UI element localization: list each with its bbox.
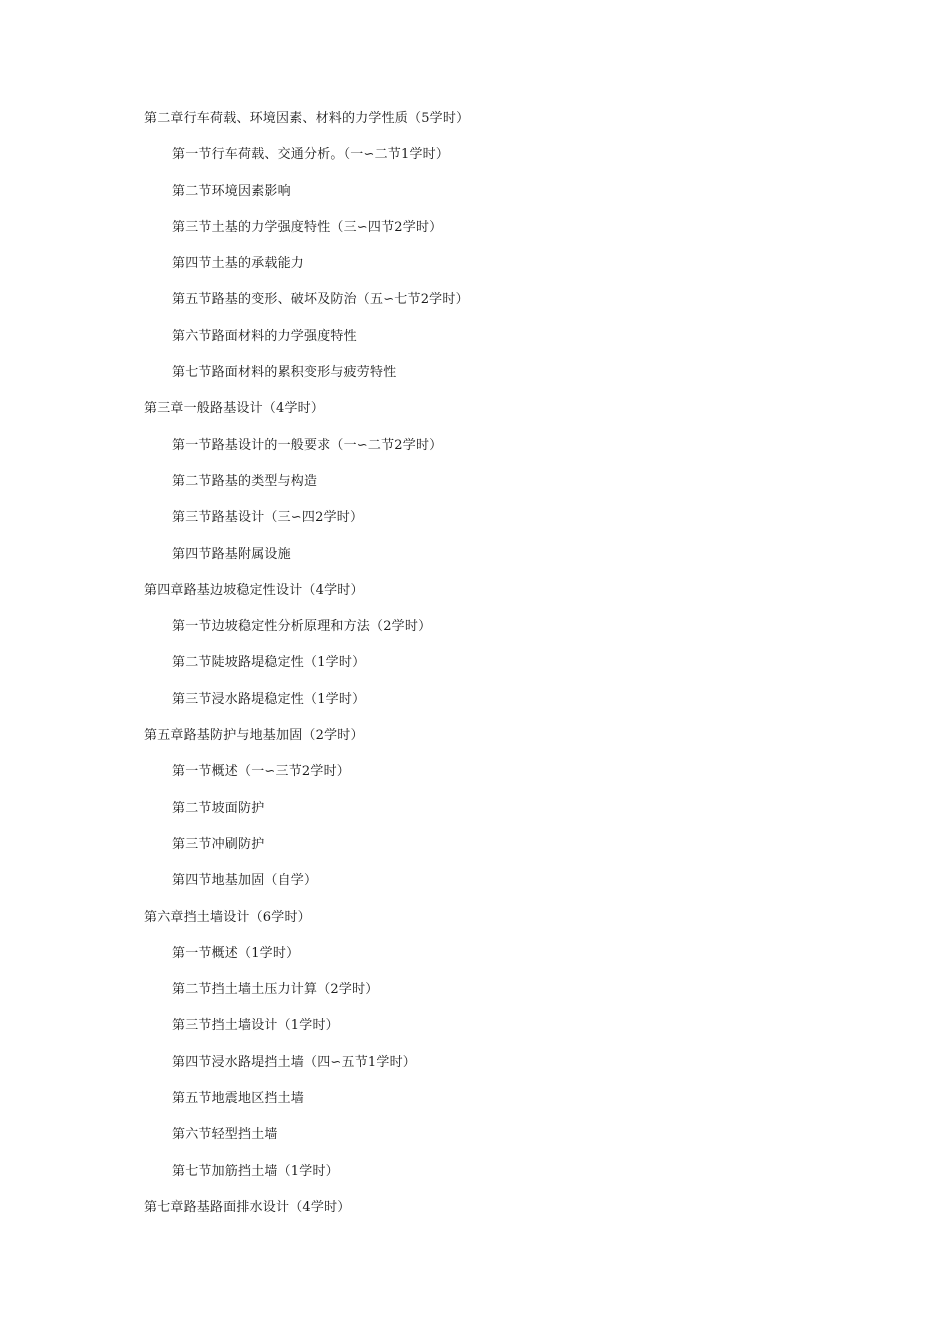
- section-item: 第三节土基的力学强度特性（三∽四节2学时）: [172, 219, 443, 235]
- section-item: 第五节地震地区挡土墙: [172, 1091, 305, 1107]
- section-item: 第三节挡土墙设计（1学时）: [172, 1018, 339, 1034]
- section-item: 第四节地基加固（自学）: [172, 873, 318, 889]
- section-item: 第一节边坡稳定性分析原理和方法（2学时）: [172, 619, 432, 635]
- chapter-heading: 第七章路基路面排水设计（4学时）: [144, 1199, 351, 1215]
- course-outline: [144, 108, 844, 1233]
- section-item: 第三节浸水路堤稳定性（1学时）: [172, 691, 366, 707]
- chapter-heading: 第三章一般路基设计（4学时）: [144, 401, 325, 417]
- section-item: 第二节陡坡路堤稳定性（1学时）: [172, 655, 366, 671]
- section-item: 第三节冲刷防护: [172, 836, 265, 852]
- section-item: 第四节浸水路堤挡土墙（四∽五节1学时）: [172, 1054, 416, 1070]
- section-item: 第二节环境因素影响: [172, 183, 291, 199]
- section-item: 第三节路基设计（三∽四2学时）: [172, 510, 364, 526]
- section-item: 第一节概述（1学时）: [172, 945, 300, 961]
- section-item: 第四节路基附属设施: [172, 546, 291, 562]
- section-item: 第二节路基的类型与构造: [172, 473, 318, 489]
- chapter-heading: 第四章路基边坡稳定性设计（4学时）: [144, 582, 364, 598]
- chapter-heading: 第六章挡土墙设计（6学时）: [144, 909, 311, 925]
- section-item: 第一节行车荷载、交通分析。（一∽二节1学时）: [172, 147, 450, 163]
- chapter-heading: 第五章路基防护与地基加固（2学时）: [144, 728, 364, 744]
- section-item: 第七节路面材料的累积变形与疲劳特性: [172, 365, 397, 381]
- section-item: 第二节挡土墙土压力计算（2学时）: [172, 982, 379, 998]
- section-item: 第六节轻型挡土墙: [172, 1127, 278, 1143]
- section-item: 第六节路面材料的力学强度特性: [172, 328, 357, 344]
- section-item: 第五节路基的变形、破坏及防治（五∽七节2学时）: [172, 292, 469, 308]
- section-item: 第一节路基设计的一般要求（一∽二节2学时）: [172, 437, 443, 453]
- section-item: 第一节概述（一∽三节2学时）: [172, 764, 350, 780]
- section-item: 第四节土基的承载能力: [172, 256, 305, 272]
- section-item: 第二节坡面防护: [172, 800, 265, 816]
- section-item: 第七节加筋挡土墙（1学时）: [172, 1163, 339, 1179]
- chapter-heading: 第二章行车荷载、环境因素、材料的力学性质（5学时）: [144, 111, 470, 126]
